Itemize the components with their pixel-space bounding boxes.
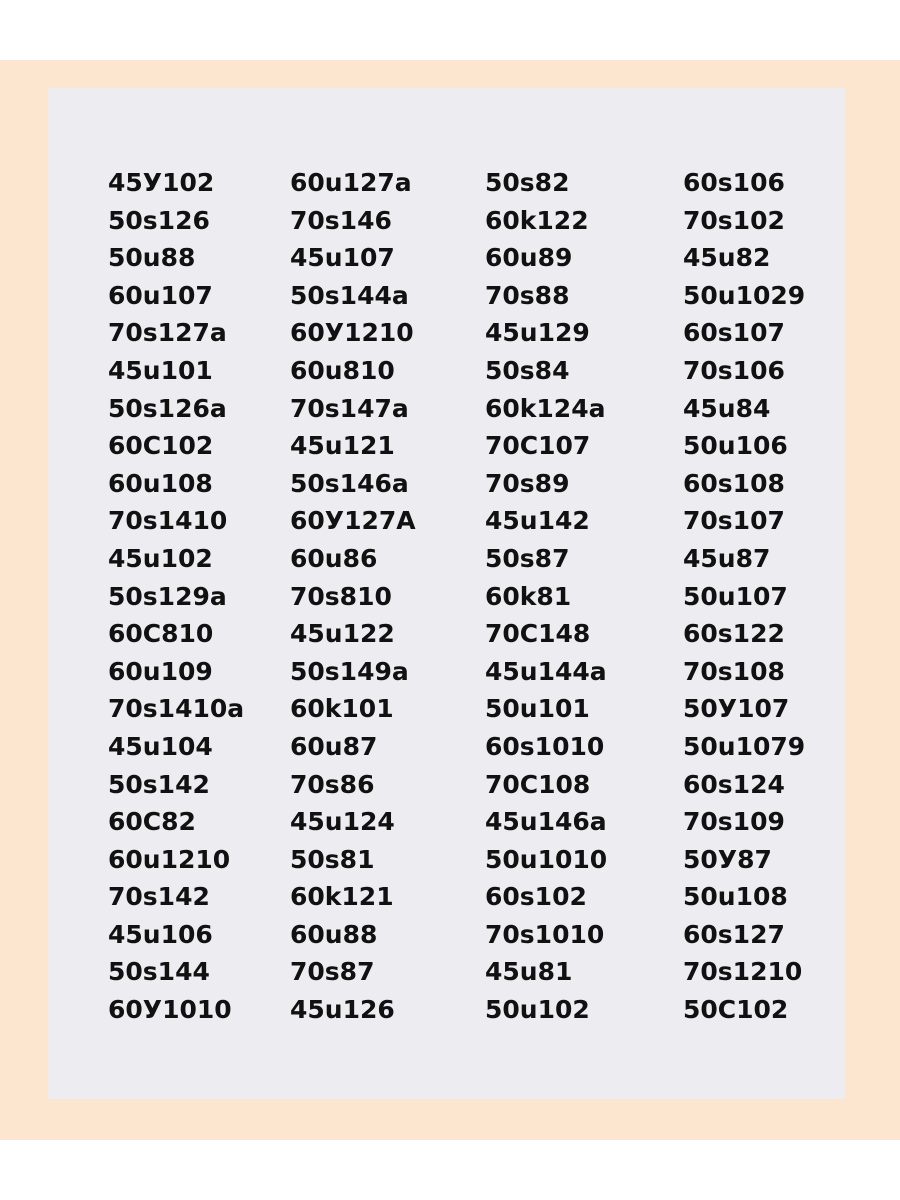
code-item: 60C102 bbox=[108, 431, 214, 461]
code-item: 70s1410a bbox=[108, 694, 245, 724]
code-item: 45u124 bbox=[290, 807, 395, 837]
code-item: 70s88 bbox=[485, 280, 570, 310]
code-item: 60C82 bbox=[108, 807, 196, 837]
code-item: 50u102 bbox=[485, 995, 590, 1025]
code-list-panel bbox=[48, 88, 845, 1099]
code-item: 60k121 bbox=[290, 882, 394, 912]
code-item: 70C107 bbox=[485, 431, 591, 461]
code-item: 50s82 bbox=[485, 168, 570, 197]
code-item: 50s129a bbox=[108, 581, 227, 611]
code-item: 60u109 bbox=[108, 656, 213, 686]
code-item: 60s102 bbox=[485, 882, 587, 912]
code-item: 70s102 bbox=[683, 205, 785, 235]
code-item: 70s87 bbox=[290, 957, 375, 987]
code-item: 60k124a bbox=[485, 393, 606, 423]
code-item: 60u86 bbox=[290, 543, 378, 573]
code-item: 45u81 bbox=[485, 957, 573, 987]
code-item: 50u1010 bbox=[485, 844, 608, 874]
code-grid bbox=[108, 164, 828, 1029]
code-item: 70s147a bbox=[290, 393, 409, 423]
code-item: 60u89 bbox=[485, 243, 573, 273]
code-item: 60s122 bbox=[683, 619, 785, 649]
code-item: 45u129 bbox=[485, 318, 590, 348]
code-item: 60У127A bbox=[290, 506, 416, 536]
code-item: 50u106 bbox=[683, 431, 788, 461]
code-item: 50u107 bbox=[683, 581, 788, 611]
code-item: 70s106 bbox=[683, 355, 785, 385]
code-item: 70s89 bbox=[485, 468, 570, 498]
code-item: 45u122 bbox=[290, 619, 395, 649]
code-item: 45u121 bbox=[290, 431, 395, 461]
code-item: 60u108 bbox=[108, 468, 213, 498]
code-item: 60s124 bbox=[683, 769, 785, 799]
code-item: 50s84 bbox=[485, 355, 570, 385]
code-item: 45u82 bbox=[683, 243, 771, 273]
code-item: 45u104 bbox=[108, 731, 213, 761]
code-item: 50u108 bbox=[683, 882, 788, 912]
code-item: 50u1029 bbox=[683, 280, 806, 310]
code-item: 45u107 bbox=[290, 243, 395, 273]
code-item: 60s107 bbox=[683, 318, 785, 348]
code-item: 50s81 bbox=[290, 844, 375, 874]
code-item: 60s127 bbox=[683, 919, 785, 949]
code-item: 60s106 bbox=[683, 168, 785, 197]
code-item: 45u102 bbox=[108, 543, 213, 573]
code-item: 70s1210 bbox=[683, 957, 803, 987]
code-item: 45u126 bbox=[290, 995, 395, 1025]
code-item: 70s127a bbox=[108, 318, 227, 348]
code-item: 50s146a bbox=[290, 468, 409, 498]
code-item: 50s126 bbox=[108, 205, 210, 235]
code-item: 70s810 bbox=[290, 581, 392, 611]
code-item: 50s126a bbox=[108, 393, 227, 423]
code-item: 50s144a bbox=[290, 280, 409, 310]
code-item: 45У102 bbox=[108, 168, 215, 197]
code-item: 50u101 bbox=[485, 694, 590, 724]
code-item: 70C108 bbox=[485, 769, 591, 799]
code-item: 60u810 bbox=[290, 355, 395, 385]
code-item: 60k101 bbox=[290, 694, 394, 724]
code-item: 70s142 bbox=[108, 882, 210, 912]
code-item: 70s146 bbox=[290, 205, 392, 235]
code-item: 60У1010 bbox=[108, 995, 232, 1025]
code-item: 50u1079 bbox=[683, 731, 806, 761]
code-item: 50У87 bbox=[683, 844, 772, 874]
code-item: 60k122 bbox=[485, 205, 589, 235]
code-item: 60u88 bbox=[290, 919, 378, 949]
code-item: 45u142 bbox=[485, 506, 590, 536]
code-item: 70s107 bbox=[683, 506, 785, 536]
code-item: 50C102 bbox=[683, 995, 789, 1025]
code-item: 60k81 bbox=[485, 581, 572, 611]
code-item: 70s1010 bbox=[485, 919, 605, 949]
code-item: 45u106 bbox=[108, 919, 213, 949]
code-item: 50s144 bbox=[108, 957, 210, 987]
code-item: 70s1410 bbox=[108, 506, 228, 536]
code-item: 50s142 bbox=[108, 769, 210, 799]
code-item: 45u146a bbox=[485, 807, 607, 837]
page-frame bbox=[0, 60, 900, 1140]
code-item: 50У107 bbox=[683, 694, 790, 724]
code-item: 60u87 bbox=[290, 731, 378, 761]
code-item: 70C148 bbox=[485, 619, 591, 649]
code-item: 60u1210 bbox=[108, 844, 231, 874]
code-item: 60s108 bbox=[683, 468, 785, 498]
code-item: 45u84 bbox=[683, 393, 771, 423]
code-item: 50s149a bbox=[290, 656, 409, 686]
code-item: 60u127a bbox=[290, 168, 412, 197]
code-item: 45u144a bbox=[485, 656, 607, 686]
code-item: 70s109 bbox=[683, 807, 785, 837]
code-item: 60u107 bbox=[108, 280, 213, 310]
code-item: 45u101 bbox=[108, 355, 213, 385]
code-item: 60У1210 bbox=[290, 318, 414, 348]
code-item: 60C810 bbox=[108, 619, 214, 649]
code-item: 60s1010 bbox=[485, 731, 605, 761]
code-item: 50s87 bbox=[485, 543, 570, 573]
code-item: 70s108 bbox=[683, 656, 785, 686]
code-item: 70s86 bbox=[290, 769, 375, 799]
code-item: 50u88 bbox=[108, 243, 196, 273]
code-item: 45u87 bbox=[683, 543, 771, 573]
